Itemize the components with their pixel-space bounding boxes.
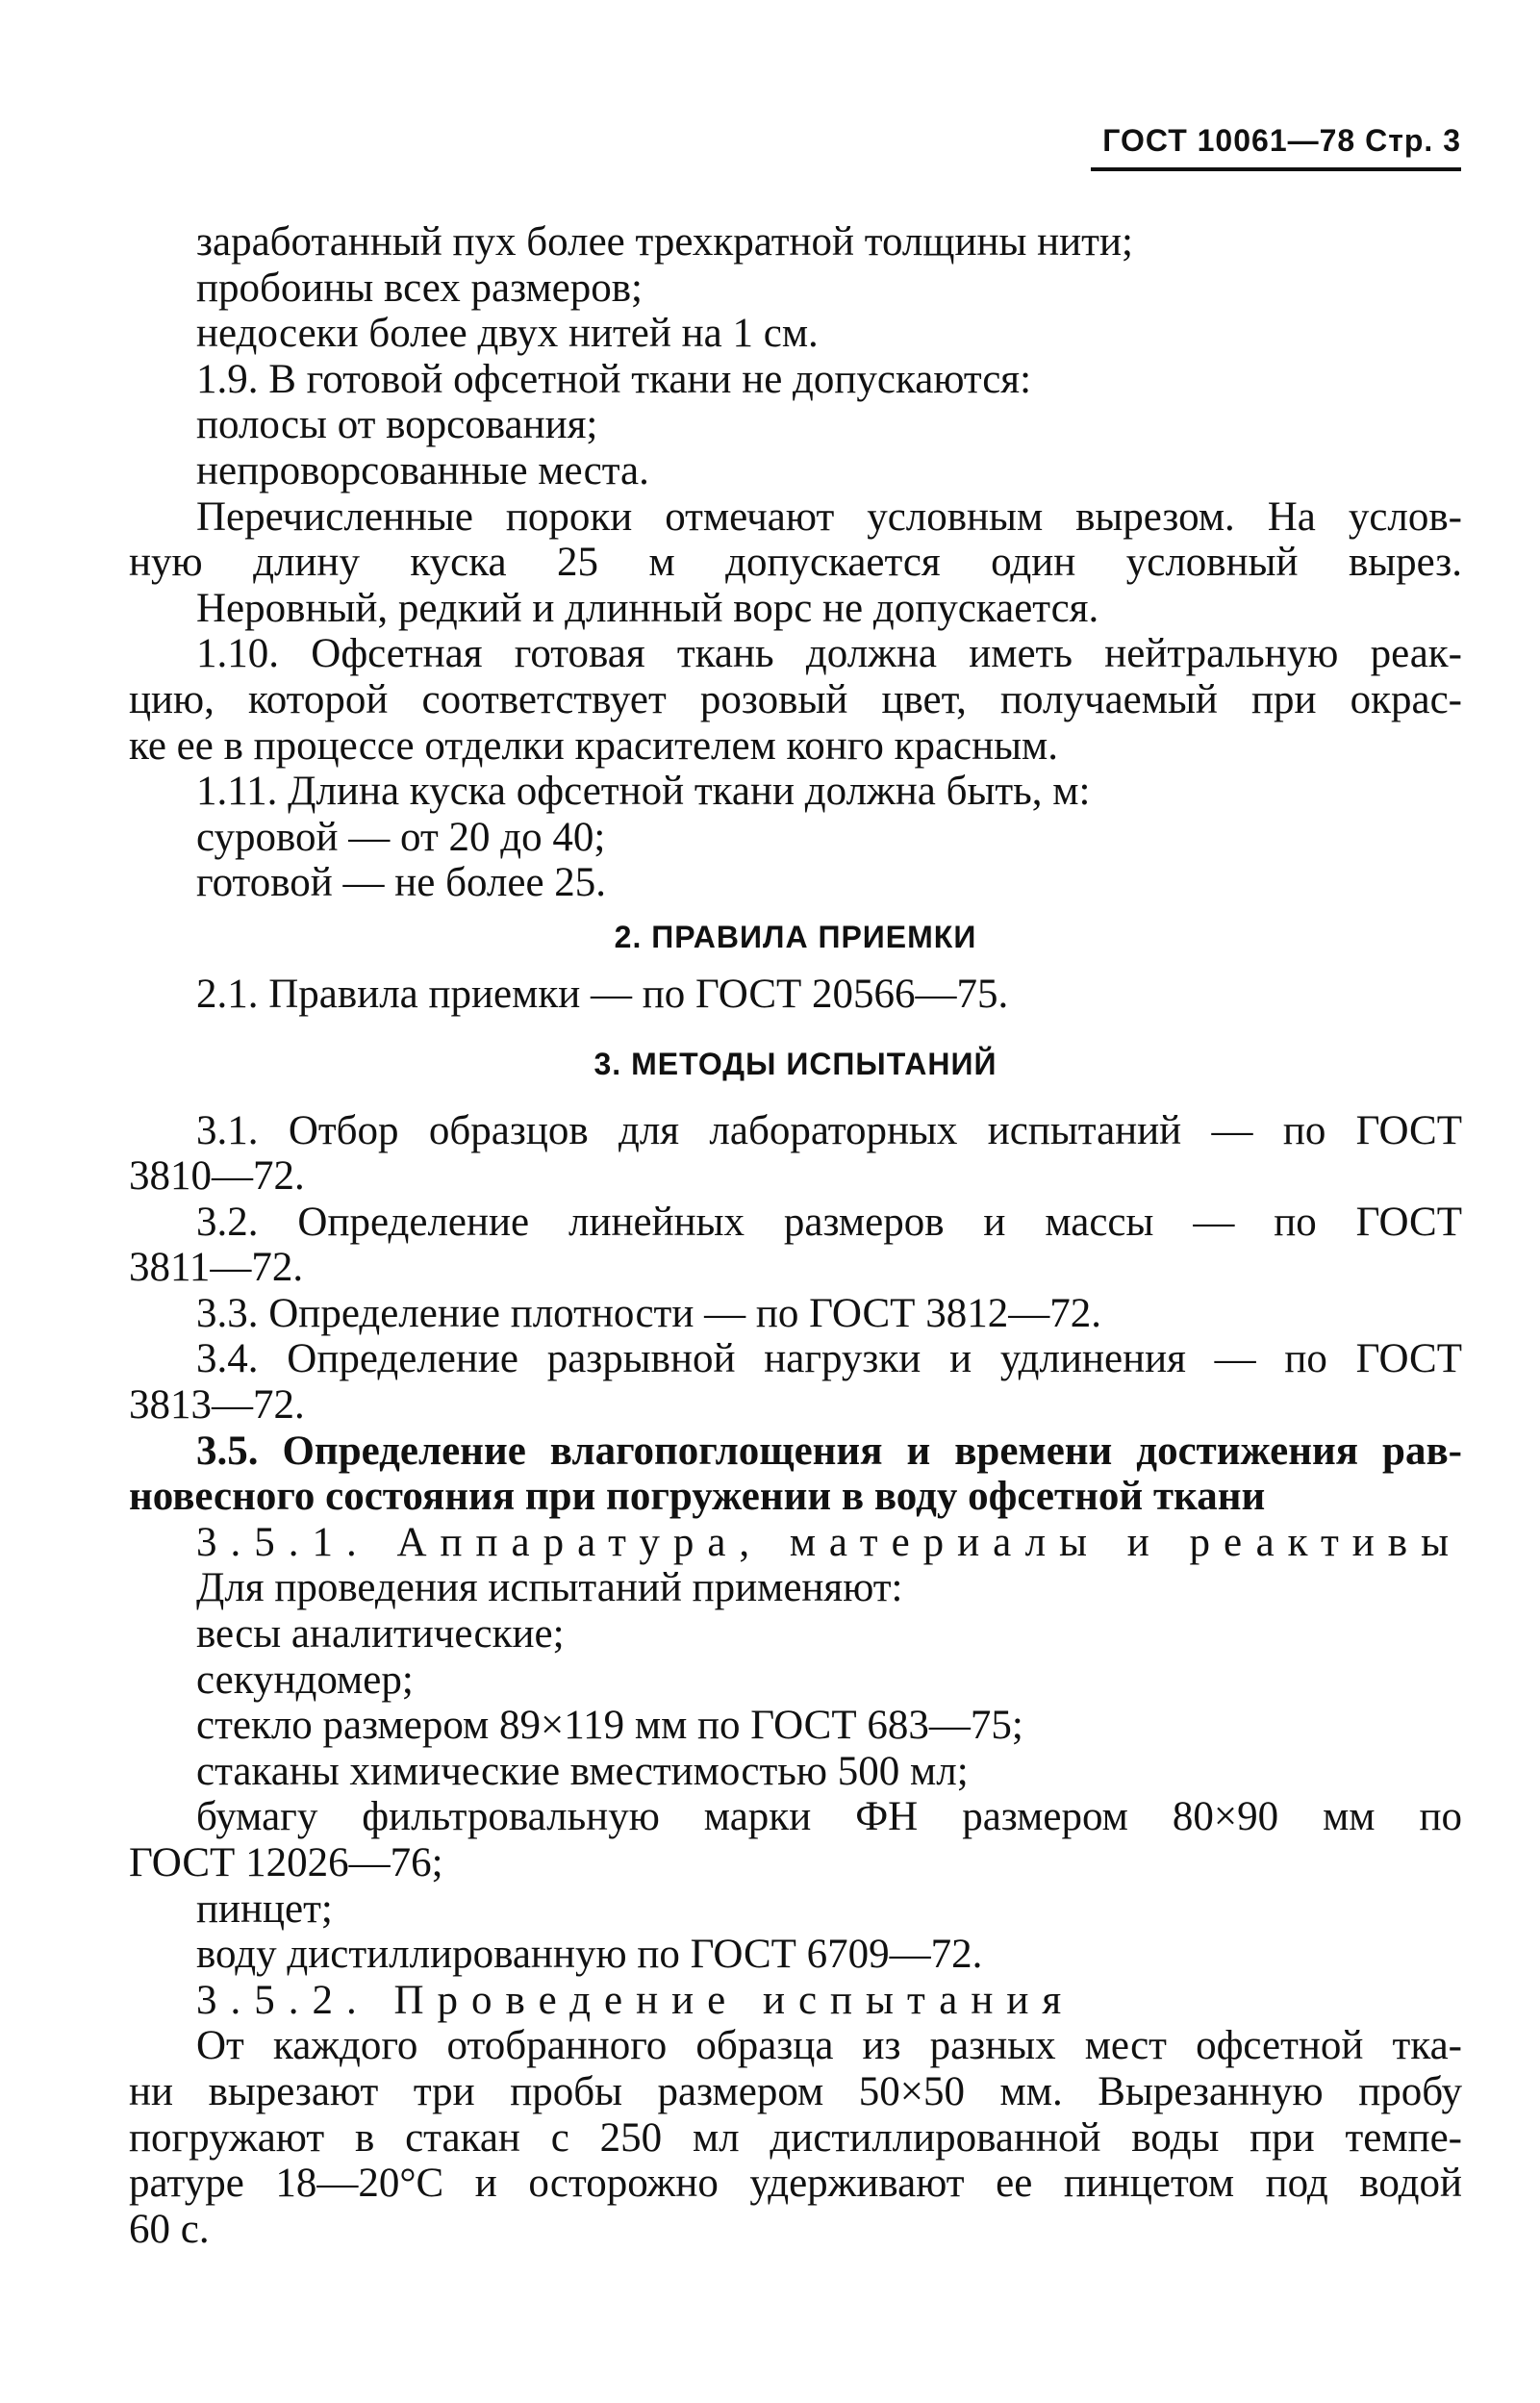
text-line: 1.11. Длина куска офсетной ткани должна быть, м: [196, 769, 1091, 815]
text-line: Перечисленные пороки отмечают условным вырезом. На услов- [196, 493, 1462, 540]
text-line: Неровный, редкий и длинный ворс не допускается. [196, 585, 1099, 631]
text-line: полосы от ворсования; [196, 402, 598, 448]
text-line: 1.9. В готовой офсетной ткани не допускаются: [196, 356, 1032, 402]
text-line: бумагу фильтровальную марки ФН размером 80×90 мм по [196, 1794, 1462, 1840]
text-line: 3.4. Определение разрывной нагрузки и удлинения — по ГОСТ [196, 1336, 1462, 1382]
text-line: ГОСТ 12026—76; [129, 1840, 443, 1885]
text-line: ратуре 18—20°С и осторожно удерживают ее пинцетом под водой [129, 2161, 1462, 2207]
text-line: 60 с. [129, 2206, 210, 2252]
text-line: пинцет; [196, 1885, 333, 1932]
section-heading-test-methods: 3. МЕТОДЫ ИСПЫТАНИЙ [593, 1046, 997, 1081]
header-rule [1091, 167, 1461, 171]
text-line: ную длину куска 25 м допускается один условный вырез. [129, 540, 1462, 586]
text-line: 3.5.2. Проведение испытания [196, 1977, 1075, 2023]
text-line: От каждого отобранного образца из разных мест офсетной тка- [196, 2023, 1462, 2069]
text-line: 3813—72. [129, 1382, 305, 1429]
text-line: Для проведения испытаний применяют: [196, 1565, 903, 1611]
text-line: 3.5.1. Аппаратура, материалы и реактивы [196, 1519, 1462, 1565]
text-line: 3.2. Определение линейных размеров и массы — по ГОСТ [196, 1199, 1462, 1245]
text-line: недосеки более двух нитей на 1 см. [196, 311, 819, 357]
text-line: воду дистиллированную по ГОСТ 6709—72. [196, 1932, 983, 1978]
section-2-body [129, 972, 1462, 1018]
text-line: пробоины всех размеров; [196, 265, 643, 311]
text-line: новесного состояния при погружении в воду офсетной ткани [129, 1474, 1266, 1520]
text-line: стаканы химические вместимостью 500 мл; [196, 1748, 969, 1794]
text-line: весы аналитические; [196, 1611, 565, 1657]
text-line: погружают в стакан с 250 мл дистиллированной воды при темпе- [129, 2114, 1462, 2161]
text-line: готовой — не более 25. [196, 860, 607, 906]
text-line: 2.1. Правила приемки — по ГОСТ 20566—75. [196, 971, 1009, 1017]
text-line: непроворсованные места. [196, 447, 649, 493]
text-line: 3.1. Отбор образцов для лабораторных испытаний — по ГОСТ [196, 1107, 1462, 1153]
text-line: цию, которой соответствует розовый цвет, получаемый при окрас- [129, 676, 1462, 722]
text-line: секундомер; [196, 1657, 414, 1703]
section-1-continuation [129, 219, 1462, 906]
text-line: стекло размером 89×119 мм по ГОСТ 683—75; [196, 1703, 1023, 1749]
text-line: 3810—72. [129, 1153, 305, 1200]
text-line: заработанный пух более трехкратной толщины нити; [196, 219, 1133, 265]
text-line: суровой — от 20 до 40; [196, 814, 606, 860]
text-line: 3.3. Определение плотности — по ГОСТ 3812—72. [196, 1290, 1101, 1336]
section-heading-acceptance: 2. ПРАВИЛА ПРИЕМКИ [614, 919, 977, 954]
section-3-body [129, 1108, 1462, 2253]
text-line: ке ее в процессе отделки красителем конго красным. [129, 722, 1058, 769]
text-line: ни вырезают три пробы размером 50×50 мм. Вырезанную пробу [129, 2068, 1462, 2114]
text-line: 3.5. Определение влагопоглощения и времени достижения рав- [196, 1428, 1462, 1474]
text-line: 1.10. Офсетная готовая ткань должна иметь нейтральную реак- [196, 631, 1462, 677]
page-header: ГОСТ 10061—78 Стр. 3 [1102, 123, 1461, 158]
text-line: 3811—72. [129, 1245, 304, 1291]
document-body [129, 219, 1462, 2252]
